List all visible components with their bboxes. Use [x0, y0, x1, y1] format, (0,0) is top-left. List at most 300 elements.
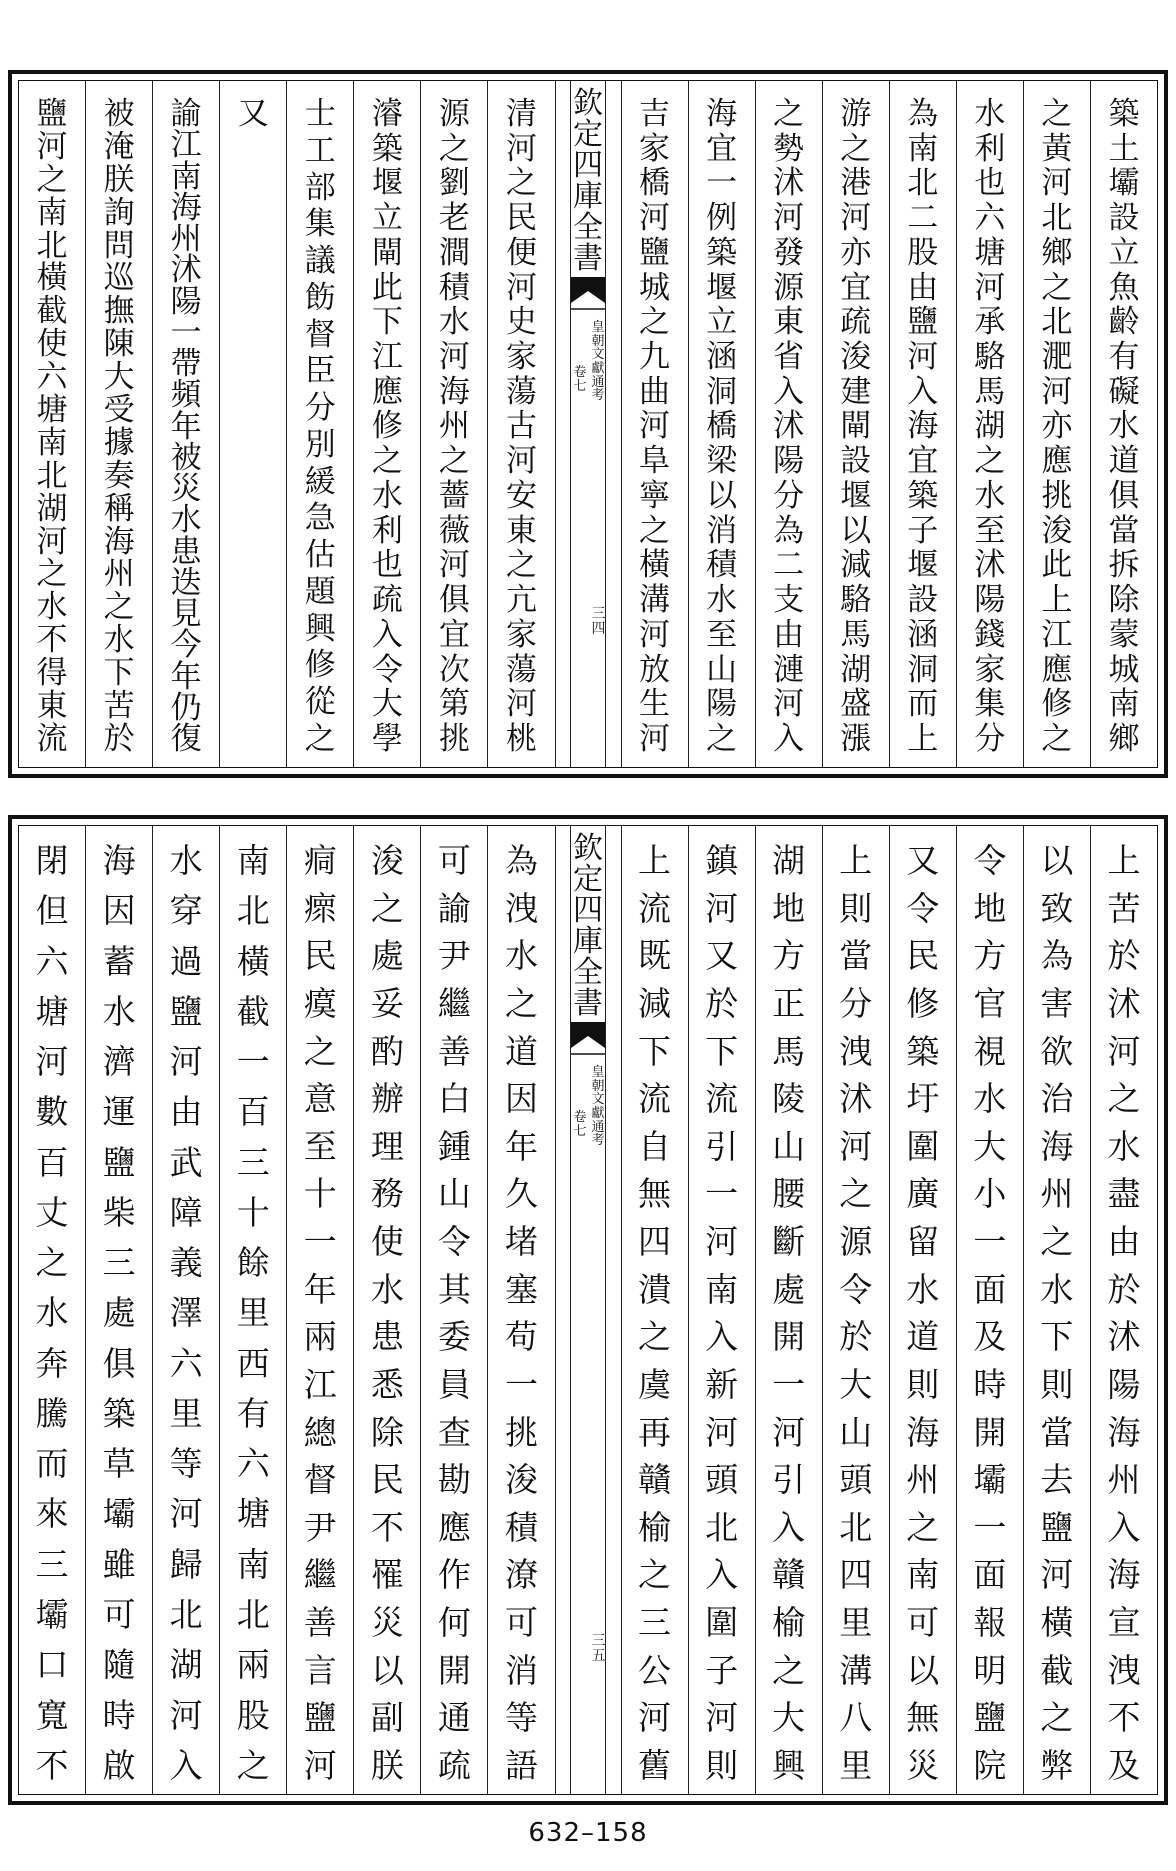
glyph: 辦 — [370, 1079, 404, 1119]
glyph: 疏 — [437, 1745, 471, 1785]
glyph: 面 — [973, 1555, 1007, 1595]
glyph: 古 — [505, 408, 537, 445]
glyph: 其 — [437, 1269, 471, 1309]
glyph: 潦 — [504, 1555, 538, 1595]
glyph: 南 — [236, 841, 270, 880]
glyph: 一 — [973, 1507, 1007, 1547]
glyph: 陽 — [170, 283, 202, 320]
glyph: 河 — [638, 1698, 672, 1738]
glyph: 令 — [437, 1222, 471, 1261]
glyph: 南 — [170, 158, 202, 195]
glyph: 一 — [236, 1042, 270, 1082]
glyph: 家 — [639, 130, 671, 167]
glyph: 通 — [591, 374, 605, 390]
glyph: 可 — [504, 1603, 538, 1642]
glyph: 建 — [840, 373, 872, 410]
glyph: 民 — [906, 936, 940, 976]
text-column — [889, 826, 956, 1794]
glyph: 欽 — [573, 86, 603, 121]
glyph: 但 — [35, 891, 69, 931]
glyph: 而 — [907, 686, 939, 723]
glyph: 入 — [773, 373, 805, 410]
glyph: 河 — [839, 1126, 873, 1166]
glyph: 鹽 — [36, 96, 68, 132]
glyph: 壩 — [1108, 165, 1140, 202]
glyph: 三 — [35, 1544, 69, 1584]
footer-page-number: 632–158 — [528, 1818, 648, 1848]
glyph: 大 — [772, 1698, 806, 1738]
glyph: 六 — [36, 359, 68, 396]
glyph: 題 — [304, 573, 336, 610]
glyph: 開 — [772, 1317, 806, 1357]
glyph: 及 — [973, 1317, 1007, 1357]
glyph: 水 — [1107, 1126, 1141, 1166]
glyph: 宣 — [1107, 1603, 1141, 1642]
glyph: 北 — [1041, 304, 1073, 341]
glyph: 時 — [973, 1364, 1007, 1404]
glyph: 諭 — [437, 888, 471, 928]
glyph: 文 — [591, 347, 605, 363]
glyph: 利 — [974, 130, 1006, 167]
glyph: 河 — [639, 200, 671, 237]
glyph: 修 — [906, 983, 940, 1023]
glyph: 黃 — [1041, 130, 1073, 167]
text-column — [688, 826, 755, 1794]
glyph: 鹽 — [1040, 1507, 1074, 1547]
glyph: 可 — [437, 841, 471, 880]
glyph: 通 — [437, 1698, 471, 1738]
glyph: 以 — [840, 512, 872, 549]
glyph: 洞 — [907, 651, 939, 688]
glyph: 之 — [706, 720, 738, 757]
glyph: 視 — [973, 1031, 1007, 1071]
glyph: 武 — [169, 1142, 203, 1182]
glyph: 十 — [236, 1192, 270, 1232]
glyph: 河 — [639, 616, 671, 653]
glyph: 南 — [906, 1555, 940, 1595]
glyph: 立 — [706, 304, 738, 341]
glyph: 水 — [102, 991, 136, 1031]
glyph: 鄉 — [1041, 234, 1073, 271]
glyph: 由 — [169, 1092, 203, 1132]
glyph: 拆 — [1108, 547, 1140, 584]
glyph: 疏 — [371, 582, 403, 619]
glyph: 駱 — [974, 339, 1006, 376]
glyph: 濟 — [102, 1042, 136, 1082]
glyph: 消 — [706, 512, 738, 549]
glyph: 令 — [906, 888, 940, 928]
glyph: 之 — [1040, 1222, 1074, 1261]
glyph: 河 — [438, 547, 470, 584]
glyph: 年 — [170, 408, 202, 445]
glyph: 留 — [906, 1222, 940, 1261]
glyph: 塘 — [35, 991, 69, 1031]
glyph: 地 — [973, 888, 1007, 928]
glyph: 洩 — [839, 1031, 873, 1071]
glyph: 積 — [706, 547, 738, 584]
glyph: 之 — [639, 304, 671, 341]
glyph: 又 — [705, 936, 739, 976]
glyph: 下 — [705, 1031, 739, 1071]
glyph: 消 — [504, 1650, 538, 1690]
glyph: 為 — [773, 512, 805, 549]
glyph: 六 — [35, 941, 69, 981]
glyph: 洩 — [1107, 1650, 1141, 1690]
glyph: 河 — [505, 686, 537, 723]
glyph: 痌 — [303, 841, 337, 880]
glyph: 河 — [36, 523, 68, 560]
glyph: 奔 — [35, 1343, 69, 1383]
lower-page-frame — [18, 825, 1158, 1795]
glyph: 丈 — [35, 1192, 69, 1232]
glyph: 當 — [1040, 1412, 1074, 1452]
glyph: 河 — [705, 1412, 739, 1452]
glyph: 宜 — [706, 130, 738, 167]
glyph: 水 — [35, 1293, 69, 1333]
glyph: 陵 — [772, 1079, 806, 1119]
glyph: 壩 — [35, 1594, 69, 1634]
glyph: 一 — [504, 1364, 538, 1404]
glyph: 築 — [907, 477, 939, 514]
glyph: 之 — [438, 443, 470, 480]
glyph: 五 — [591, 1647, 606, 1664]
glyph: 家 — [974, 651, 1006, 688]
glyph: 修 — [1041, 686, 1073, 723]
glyph: 挑 — [438, 720, 470, 757]
glyph: 水 — [36, 589, 68, 626]
glyph: 災 — [170, 471, 202, 507]
glyph: 定 — [573, 862, 603, 897]
glyph: 宜 — [907, 443, 939, 480]
glyph: 患 — [170, 533, 202, 570]
glyph: 六 — [169, 1343, 203, 1383]
glyph: 理 — [370, 1126, 404, 1166]
glyph: 洞 — [706, 373, 738, 410]
glyph: 令 — [839, 1269, 873, 1309]
glyph: 頭 — [705, 1460, 739, 1500]
glyph: 獻 — [591, 360, 605, 376]
glyph: 治 — [1040, 1079, 1074, 1119]
glyph: 罹 — [370, 1555, 404, 1595]
glyph: 之 — [35, 1243, 69, 1283]
glyph: 湖 — [974, 408, 1006, 445]
glyph: 鹽 — [102, 1142, 136, 1182]
banner-juan — [574, 1111, 587, 1138]
glyph: 鄉 — [1108, 720, 1140, 757]
glyph: 口 — [35, 1645, 69, 1685]
glyph: 修 — [371, 408, 403, 445]
glyph: 則 — [705, 1745, 739, 1785]
glyph: 陳 — [103, 326, 135, 363]
glyph: 面 — [973, 1269, 1007, 1309]
center-banner — [555, 81, 621, 767]
text-column — [152, 826, 219, 1794]
glyph: 也 — [371, 547, 403, 584]
glyph: 明 — [973, 1650, 1007, 1690]
glyph: 災 — [370, 1603, 404, 1642]
glyph: 此 — [1041, 547, 1073, 584]
glyph: 挑 — [504, 1412, 538, 1452]
glyph: 南 — [1108, 686, 1140, 723]
glyph: 圍 — [705, 1603, 739, 1642]
glyph: 塘 — [974, 234, 1006, 271]
glyph: 弊 — [1040, 1745, 1074, 1785]
glyph: 北 — [236, 891, 270, 931]
glyph: 集 — [304, 206, 336, 243]
glyph: 鹽 — [907, 304, 939, 341]
glyph: 稱 — [103, 490, 135, 527]
glyph: 大 — [371, 686, 403, 723]
glyph: 澗 — [438, 234, 470, 271]
glyph: 之 — [36, 161, 68, 198]
glyph: 歸 — [169, 1544, 203, 1584]
glyph: 橫 — [639, 547, 671, 584]
glyph: 南 — [36, 424, 68, 461]
glyph: 於 — [1107, 936, 1141, 976]
glyph: 閉 — [35, 841, 69, 880]
text-column — [1090, 81, 1157, 767]
glyph: 魚 — [1108, 269, 1140, 306]
text-column — [1023, 826, 1090, 1794]
text-column — [1023, 81, 1090, 767]
glyph: 兩 — [236, 1645, 270, 1685]
glyph: 溝 — [839, 1650, 873, 1690]
center-banner — [555, 826, 621, 1794]
glyph: 盡 — [1107, 1174, 1141, 1214]
glyph: 百 — [236, 1092, 270, 1132]
glyph: 之 — [505, 547, 537, 584]
glyph: 何 — [437, 1603, 471, 1642]
glyph: 勢 — [773, 130, 805, 167]
glyph: 大 — [103, 359, 135, 396]
glyph: 雖 — [102, 1544, 136, 1584]
glyph: 隨 — [102, 1645, 136, 1685]
glyph: 數 — [35, 1092, 69, 1132]
glyph: 見 — [170, 596, 202, 632]
glyph: 急 — [304, 500, 336, 537]
glyph: 由 — [1107, 1222, 1141, 1261]
glyph: 水 — [438, 304, 470, 341]
glyph: 據 — [103, 424, 135, 461]
glyph: 於 — [705, 983, 739, 1023]
glyph: 草 — [102, 1444, 136, 1484]
glyph: 橋 — [639, 165, 671, 202]
glyph: 子 — [705, 1650, 739, 1690]
glyph: 頭 — [839, 1460, 873, 1500]
glyph: 潰 — [638, 1269, 672, 1309]
glyph: 自 — [638, 1126, 672, 1166]
glyph: 入 — [371, 616, 403, 653]
glyph: 清 — [505, 96, 537, 132]
glyph: 則 — [839, 888, 873, 928]
text-column — [688, 81, 755, 767]
glyph: 又 — [906, 841, 940, 880]
glyph: 立 — [1108, 234, 1140, 271]
glyph: 久 — [504, 1174, 538, 1214]
glyph: 陽 — [974, 582, 1006, 619]
text-column — [19, 826, 85, 1794]
upper-page-frame — [18, 80, 1158, 768]
glyph: 宜 — [438, 616, 470, 653]
glyph: 大 — [973, 1126, 1007, 1166]
glyph: 意 — [303, 1079, 337, 1119]
text-column — [152, 81, 219, 767]
glyph: 八 — [839, 1698, 873, 1738]
glyph: 築 — [1108, 96, 1140, 132]
glyph: 臣 — [304, 353, 336, 390]
glyph: 致 — [1040, 888, 1074, 928]
glyph: 不 — [36, 622, 68, 659]
glyph: 堰 — [840, 477, 872, 514]
glyph: 等 — [504, 1698, 538, 1738]
glyph: 堰 — [371, 165, 403, 202]
text-column — [85, 826, 152, 1794]
glyph: 修 — [304, 647, 336, 684]
glyph: 游 — [840, 96, 872, 132]
glyph: 繼 — [437, 983, 471, 1023]
glyph: 鍾 — [437, 1126, 471, 1166]
glyph: 之 — [772, 1650, 806, 1690]
glyph: 受 — [103, 392, 135, 429]
glyph: 江 — [1041, 616, 1073, 653]
glyph: 之 — [839, 1174, 873, 1214]
glyph: 北 — [236, 1594, 270, 1634]
glyph: 例 — [706, 200, 738, 237]
glyph: 處 — [370, 936, 404, 976]
book-title — [573, 86, 603, 276]
glyph: 水 — [169, 841, 203, 880]
glyph: 一 — [706, 165, 738, 202]
glyph: 患 — [370, 1317, 404, 1357]
glyph: 山 — [437, 1174, 471, 1214]
glyph: 河 — [705, 1222, 739, 1261]
glyph: 下 — [638, 1031, 672, 1071]
glyph: 三 — [102, 1243, 136, 1283]
glyph: 時 — [102, 1695, 136, 1735]
glyph: 涵 — [706, 339, 738, 376]
glyph: 湖 — [772, 841, 806, 880]
glyph: 河 — [639, 720, 671, 757]
glyph: 截 — [1040, 1650, 1074, 1690]
glyph: 海 — [907, 408, 939, 445]
fishtail-ornament-icon — [571, 277, 605, 311]
glyph: 過 — [169, 941, 203, 981]
glyph: 浚 — [1041, 512, 1073, 549]
glyph: 北 — [907, 165, 939, 202]
glyph: 可 — [102, 1594, 136, 1634]
glyph: 皇 — [591, 320, 605, 335]
glyph: 白 — [437, 1079, 471, 1119]
glyph: 堰 — [706, 269, 738, 306]
glyph: 穿 — [169, 891, 203, 931]
glyph: 東 — [773, 304, 805, 341]
glyph: 四 — [573, 893, 603, 928]
glyph: 迭 — [170, 564, 202, 601]
glyph: 涵 — [907, 616, 939, 653]
glyph: 亢 — [505, 582, 537, 619]
glyph: 州 — [1107, 1460, 1141, 1500]
glyph: 北 — [1041, 200, 1073, 237]
glyph: 書 — [573, 241, 603, 276]
glyph: 查 — [437, 1412, 471, 1452]
glyph: 員 — [437, 1364, 471, 1404]
glyph: 之 — [773, 96, 805, 132]
glyph: 淹 — [103, 128, 135, 165]
glyph: 瘝 — [303, 888, 337, 928]
glyph: 無 — [906, 1698, 940, 1738]
glyph: 處 — [772, 1269, 806, 1309]
glyph: 由 — [907, 269, 939, 306]
glyph: 北 — [169, 1594, 203, 1634]
glyph: 河 — [639, 408, 671, 445]
glyph: 河 — [1107, 1031, 1141, 1071]
text-column — [219, 81, 286, 767]
text-column — [621, 826, 688, 1794]
glyph: 副 — [370, 1698, 404, 1738]
glyph: 令 — [973, 841, 1007, 880]
glyph: 湖 — [36, 490, 68, 527]
glyph: 道 — [1108, 443, 1140, 480]
glyph: 四 — [573, 148, 603, 183]
text-column — [487, 826, 554, 1794]
glyph: 海 — [170, 189, 202, 226]
glyph: 生 — [639, 686, 671, 723]
glyph: 從 — [304, 684, 336, 720]
glyph: 北 — [36, 227, 68, 264]
glyph: 流 — [36, 720, 68, 757]
glyph: 浚 — [370, 841, 404, 880]
glyph: 漲 — [840, 720, 872, 757]
glyph: 分 — [773, 477, 805, 514]
glyph: 又 — [237, 96, 269, 132]
glyph: 水 — [371, 477, 403, 514]
text-column — [956, 81, 1023, 767]
glyph: 當 — [839, 936, 873, 976]
glyph: 通 — [591, 1119, 605, 1135]
glyph: 蒙 — [1108, 616, 1140, 653]
glyph: 復 — [170, 721, 202, 757]
glyph: 山 — [772, 1126, 806, 1166]
glyph: 開 — [973, 1412, 1007, 1452]
glyph: 處 — [102, 1293, 136, 1333]
glyph: 騰 — [35, 1393, 69, 1433]
glyph: 水 — [370, 1269, 404, 1309]
glyph: 河 — [705, 888, 739, 928]
glyph: 民 — [303, 936, 337, 976]
glyph: 南 — [705, 1269, 739, 1309]
glyph: 而 — [35, 1444, 69, 1484]
glyph: 俱 — [438, 582, 470, 619]
glyph: 築 — [102, 1393, 136, 1433]
glyph: 設 — [1108, 200, 1140, 237]
glyph: 濬 — [371, 96, 403, 132]
glyph: 繼 — [303, 1555, 337, 1595]
glyph: 沭 — [170, 252, 202, 289]
glyph: 里 — [169, 1393, 203, 1433]
glyph: 之 — [1041, 96, 1073, 132]
glyph: 圩 — [906, 1079, 940, 1119]
glyph: 齡 — [1108, 304, 1140, 341]
glyph: 四 — [839, 1555, 873, 1595]
glyph: 無 — [638, 1174, 672, 1214]
glyph: 百 — [35, 1142, 69, 1182]
glyph: 廣 — [906, 1174, 940, 1214]
glyph: 之 — [1041, 720, 1073, 757]
text-column — [956, 826, 1023, 1794]
glyph: 一 — [772, 1364, 806, 1404]
glyph: 河 — [1040, 1555, 1074, 1595]
glyph: 至 — [974, 512, 1006, 549]
